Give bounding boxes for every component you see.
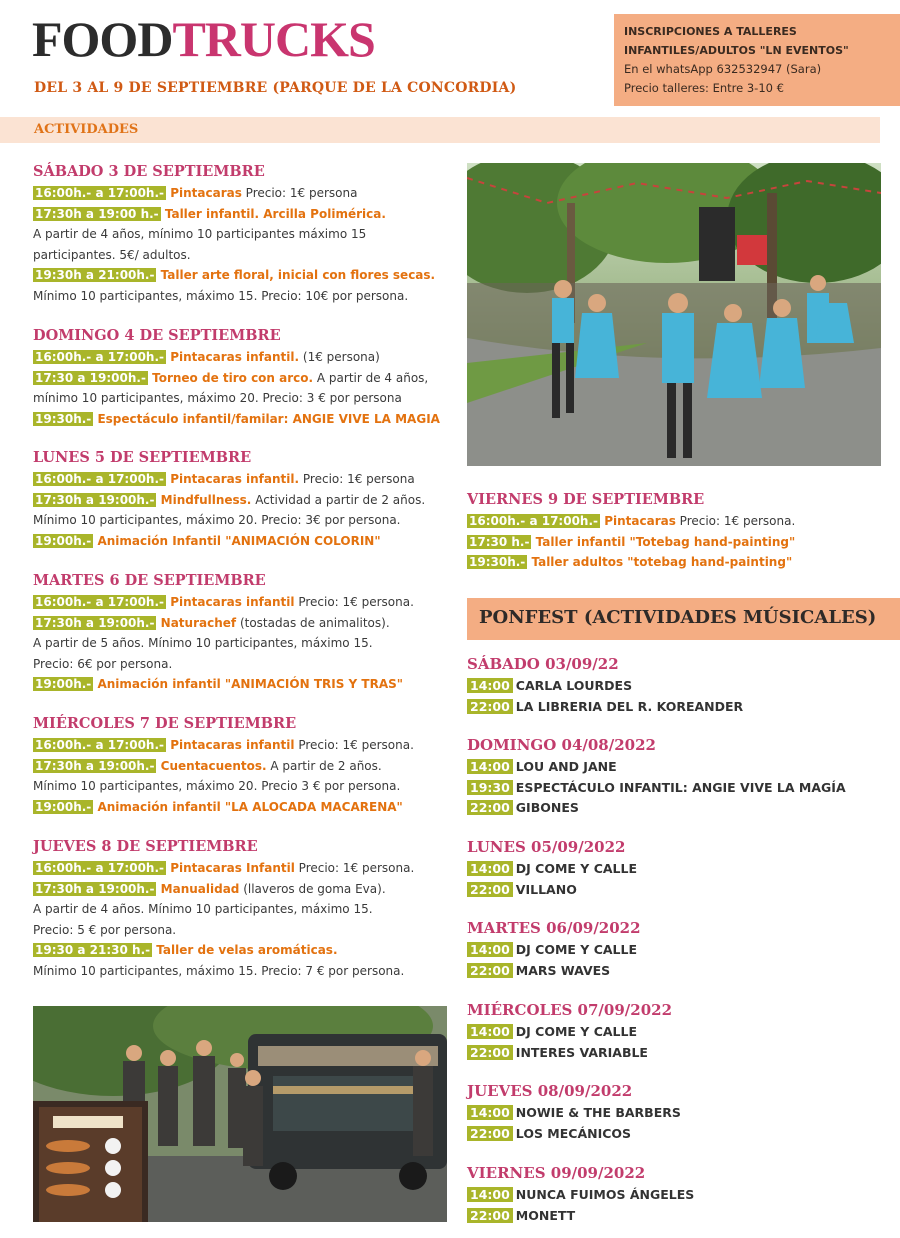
- music-act: [467, 961, 641, 982]
- time-badge: 17:30 h.-: [469, 534, 530, 549]
- music-act: [467, 1185, 694, 1206]
- activity-line: [33, 776, 414, 797]
- activity-details: Mínimo 10 participantes, máximo 20. Precio 3 € por persona.: [33, 779, 401, 793]
- activity-line: [33, 368, 440, 389]
- activity-line: [33, 409, 440, 430]
- time-badge: 19:00h.-: [35, 677, 92, 691]
- act-name: LOU AND JANE: [515, 759, 617, 774]
- time-badge: 16:00h.- a 17:00h.-: [35, 472, 165, 486]
- time-badge: 22:00: [467, 1208, 513, 1223]
- music-act: [467, 859, 637, 880]
- activity-line: [33, 654, 414, 675]
- day-title: LUNES 5 DE SEPTIEMBRE: [33, 449, 252, 466]
- activity-name: Pintacaras infantil.: [166, 350, 300, 364]
- music-day: [467, 654, 743, 717]
- music-act: [467, 697, 743, 718]
- act-name: LA LIBRERIA DEL R. KOREANDER: [515, 698, 744, 714]
- activity-details: Precio: 5 € por persona.: [33, 922, 177, 937]
- music-act: [467, 757, 846, 778]
- activity-name: Animación Infantil "ANIMACIÓN COLORIN": [93, 533, 381, 548]
- activity-name: Torneo de tiro con arco.: [147, 370, 314, 385]
- activity-line: [33, 388, 440, 409]
- activity-line: [33, 531, 425, 552]
- activity-details: Precio: 1€ persona: [299, 472, 415, 486]
- activity-line: [33, 633, 414, 654]
- time-badge: 19:30h.-: [35, 411, 92, 426]
- activity-details: (1€ persona): [299, 350, 380, 364]
- time-badge: 22:00: [467, 1045, 513, 1060]
- time-badge: 22:00: [467, 800, 513, 815]
- time-badge: 22:00: [467, 882, 513, 897]
- info-line-4: Precio talleres: Entre 3-10 €: [624, 81, 784, 95]
- activity-line: [33, 347, 440, 368]
- activity-details: participantes. 5€/ adultos.: [33, 247, 191, 262]
- activity-details: Actividad a partir de 2 años.: [251, 492, 426, 507]
- music-day-title: DOMINGO 04/08/2022: [467, 736, 656, 754]
- activity-name: Espectáculo infantil/familar: ANGIE VIVE LA MAGIA: [93, 411, 440, 426]
- activity-line: [467, 511, 795, 532]
- time-badge: 17:30h a 19:00h.-: [35, 881, 155, 896]
- activity-line: [33, 286, 435, 307]
- act-name: DJ COME Y CALLE: [515, 861, 638, 876]
- activity-line: [33, 940, 414, 961]
- activities-bar: [0, 117, 880, 143]
- activity-details: Precio: 1€ persona.: [294, 738, 414, 752]
- time-badge: 16:00h.- a 17:00h.-: [35, 350, 165, 364]
- activity-line: [33, 735, 414, 756]
- time-badge: 17:30h a 19:00 h.-: [35, 206, 159, 221]
- activity-details: A partir de 2 años.: [266, 758, 382, 773]
- time-badge: 19:00h.-: [35, 799, 92, 814]
- time-badge: 16:00h.- a 17:00h.-: [35, 595, 165, 609]
- activity-details: Mínimo 10 participantes, máximo 20. Precio: 3€ por persona.: [33, 513, 401, 527]
- music-act: [467, 940, 641, 961]
- music-day: [467, 837, 637, 900]
- act-name: VILLANO: [515, 881, 577, 897]
- day-title: DOMINGO 4 DE SEPTIEMBRE: [33, 327, 281, 344]
- music-day-title: SÁBADO 03/09/22: [467, 655, 619, 673]
- activity-line: [33, 858, 414, 879]
- act-name: DJ COME Y CALLE: [515, 1024, 638, 1039]
- day-title: SÁBADO 3 DE SEPTIEMBRE: [33, 163, 265, 180]
- activity-details: mínimo 10 participantes, máximo 20. Precio: 3 € por persona: [33, 391, 402, 405]
- ponfest-bar: [467, 598, 900, 640]
- time-badge: 16:00h.- a 17:00h.-: [35, 738, 165, 752]
- day-block: [33, 837, 414, 981]
- title-food: FOOD: [32, 11, 173, 67]
- activity-name: Pintacaras infantil: [166, 738, 295, 752]
- date-subtitle: DEL 3 AL 9 DE SEPTIEMBRE (PARQUE DE LA CONCORDIA): [34, 80, 517, 96]
- time-badge: 17:30 a 19:00h.-: [35, 370, 146, 385]
- info-box: [614, 14, 900, 106]
- day-title: VIERNES 9 DE SEPTIEMBRE: [467, 491, 705, 508]
- music-act: [467, 778, 846, 799]
- activity-details: (tostadas de animalitos).: [236, 615, 390, 630]
- day-title: MARTES 6 DE SEPTIEMBRE: [33, 572, 266, 589]
- music-day: [467, 1081, 681, 1144]
- activity-name: Pintacaras Infantil: [166, 861, 295, 875]
- activity-line: [33, 592, 414, 613]
- foodtruck-photo: [33, 1006, 447, 1222]
- activity-details: Precio: 1€ persona: [241, 186, 358, 200]
- activity-line: [33, 756, 414, 777]
- music-act: [467, 1043, 672, 1064]
- act-name: MARS WAVES: [515, 962, 611, 978]
- act-name: ESPECTÁCULO INFANTIL: ANGIE VIVE LA MAGÍA: [515, 779, 846, 795]
- time-badge: 19:30h a 21:00h.-: [35, 268, 155, 282]
- activity-line: [33, 510, 425, 531]
- music-day-title: JUEVES 08/09/2022: [467, 1082, 633, 1100]
- activity-name: Naturachef: [156, 615, 237, 630]
- activity-name: Taller adultos "totebag hand-painting": [527, 555, 793, 569]
- activity-details: (llaveros de goma Eva).: [239, 881, 386, 896]
- info-line-3: En el whatsApp 632532947 (Sara): [624, 62, 822, 76]
- activity-line: [33, 797, 414, 818]
- activity-line: [33, 961, 414, 982]
- music-act: [467, 676, 743, 697]
- time-badge: 19:00h.-: [35, 533, 92, 548]
- music-act: [467, 1124, 681, 1145]
- activity-line: [33, 674, 414, 695]
- day-block: [33, 571, 414, 695]
- time-badge: 22:00: [467, 963, 513, 978]
- day-title: JUEVES 8 DE SEPTIEMBRE: [33, 838, 258, 855]
- activity-line: [33, 920, 414, 941]
- music-act: [467, 1103, 681, 1124]
- activity-name: Taller infantil. Arcilla Polimérica.: [160, 206, 386, 221]
- activity-line: [33, 265, 435, 286]
- activity-line: [33, 245, 435, 266]
- activity-name: Pintacaras: [166, 186, 242, 200]
- music-day: [467, 918, 641, 981]
- activity-details: Precio: 1€ persona.: [675, 514, 796, 528]
- activity-line: [33, 204, 435, 225]
- activity-details: Mínimo 10 participantes, máximo 15. Precio: 7 € por persona.: [33, 963, 405, 978]
- activity-line: [33, 879, 414, 900]
- activity-line: [467, 532, 795, 553]
- activity-details: Precio: 6€ por persona.: [33, 656, 173, 671]
- act-name: MONETT: [515, 1207, 576, 1223]
- music-day-title: MIÉRCOLES 07/09/2022: [467, 1001, 673, 1019]
- activity-line: [467, 552, 795, 573]
- time-badge: 22:00: [467, 1126, 513, 1141]
- music-day: [467, 735, 846, 819]
- time-badge: 14:00: [467, 1024, 513, 1039]
- ponfest-heading: PONFEST (ACTIVIDADES MÚSICALES): [479, 607, 877, 628]
- day-block: [467, 490, 795, 573]
- time-badge: 17:30h a 19:00h.-: [35, 758, 155, 773]
- act-name: NUNCA FUIMOS ÁNGELES: [515, 1187, 695, 1202]
- time-badge: 17:30h a 19:00h.-: [35, 615, 155, 630]
- activity-name: Pintacaras: [600, 514, 676, 528]
- time-badge: 14:00: [467, 1105, 513, 1120]
- day-block: [33, 162, 435, 306]
- activity-details: A partir de 5 años. Mínimo 10 participantes, máximo 15.: [33, 636, 373, 650]
- activity-line: [33, 490, 425, 511]
- music-act: [467, 880, 637, 901]
- music-day: [467, 1163, 694, 1226]
- activity-name: Cuentacuentos.: [156, 758, 267, 773]
- time-badge: 16:00h.- a 17:00h.-: [35, 186, 165, 200]
- activity-line: [33, 899, 414, 920]
- day-title: MIÉRCOLES 7 DE SEPTIEMBRE: [33, 715, 297, 732]
- page-title: [32, 10, 375, 68]
- time-badge: 19:30h.-: [469, 555, 526, 569]
- activity-name: Mindfullness.: [156, 492, 252, 507]
- time-badge: 14:00: [467, 1187, 513, 1202]
- day-block: [33, 326, 440, 429]
- info-line-2: INFANTILES/ADULTOS "LN EVENTOS": [624, 44, 849, 57]
- music-day-title: LUNES 05/09/2022: [467, 838, 626, 856]
- activity-name: Pintacaras infantil.: [166, 472, 300, 486]
- music-act: [467, 798, 846, 819]
- activity-name: Manualidad: [156, 881, 240, 896]
- music-day-title: VIERNES 09/09/2022: [467, 1164, 646, 1182]
- activity-name: Taller de velas aromáticas.: [152, 943, 338, 957]
- activity-name: Animación infantil "LA ALOCADA MACARENA": [93, 799, 403, 814]
- time-badge: 19:30 a 21:30 h.-: [35, 943, 151, 957]
- time-badge: 14:00: [467, 861, 513, 876]
- activity-details: Precio: 1€ persona.: [294, 861, 415, 875]
- activity-name: Pintacaras infantil: [166, 595, 295, 609]
- act-name: NOWIE & THE BARBERS: [515, 1105, 681, 1120]
- time-badge: 19:30: [467, 780, 513, 795]
- activity-name: Taller arte floral, inicial con flores secas.: [156, 268, 436, 282]
- time-badge: 22:00: [467, 699, 513, 714]
- dancers-photo: [467, 163, 881, 466]
- activities-heading: ACTIVIDADES: [34, 122, 139, 137]
- music-day: [467, 1000, 672, 1063]
- act-name: CARLA LOURDES: [515, 678, 633, 693]
- time-badge: 14:00: [467, 942, 513, 957]
- activity-details: Mínimo 10 participantes, máximo 15. Precio: 10€ por persona.: [33, 288, 409, 303]
- act-name: GIBONES: [515, 800, 579, 815]
- time-badge: 14:00: [467, 678, 513, 693]
- day-block: [33, 448, 425, 551]
- act-name: DJ COME Y CALLE: [515, 942, 638, 957]
- time-badge: 14:00: [467, 759, 513, 774]
- music-act: [467, 1206, 694, 1227]
- activity-line: [33, 613, 414, 634]
- activity-details: A partir de 4 años. Mínimo 10 participantes, máximo 15.: [33, 902, 373, 916]
- title-trucks: TRUCKS: [172, 11, 375, 67]
- music-day-title: MARTES 06/09/2022: [467, 919, 641, 937]
- activity-line: [33, 469, 425, 490]
- activity-details: A partir de 4 años, mínimo 10 participantes máximo 15: [33, 227, 367, 241]
- day-block: [33, 714, 414, 817]
- act-name: LOS MECÁNICOS: [515, 1125, 632, 1141]
- act-name: INTERES VARIABLE: [515, 1044, 648, 1060]
- music-act: [467, 1022, 672, 1043]
- activity-line: [33, 224, 435, 245]
- activity-details: Precio: 1€ persona.: [294, 595, 414, 609]
- time-badge: 16:00h.- a 17:00h.-: [35, 861, 165, 875]
- activity-details: A partir de 4 años,: [313, 370, 429, 385]
- info-line-1: INSCRIPCIONES A TALLERES: [624, 25, 797, 38]
- time-badge: 16:00h.- a 17:00h.-: [469, 514, 599, 528]
- time-badge: 17:30h a 19:00h.-: [35, 492, 155, 507]
- activity-line: [33, 183, 435, 204]
- activity-name: Taller infantil "Totebag hand-painting": [531, 534, 796, 549]
- activity-name: Animación infantil "ANIMACIÓN TRIS Y TRAS": [93, 677, 404, 691]
